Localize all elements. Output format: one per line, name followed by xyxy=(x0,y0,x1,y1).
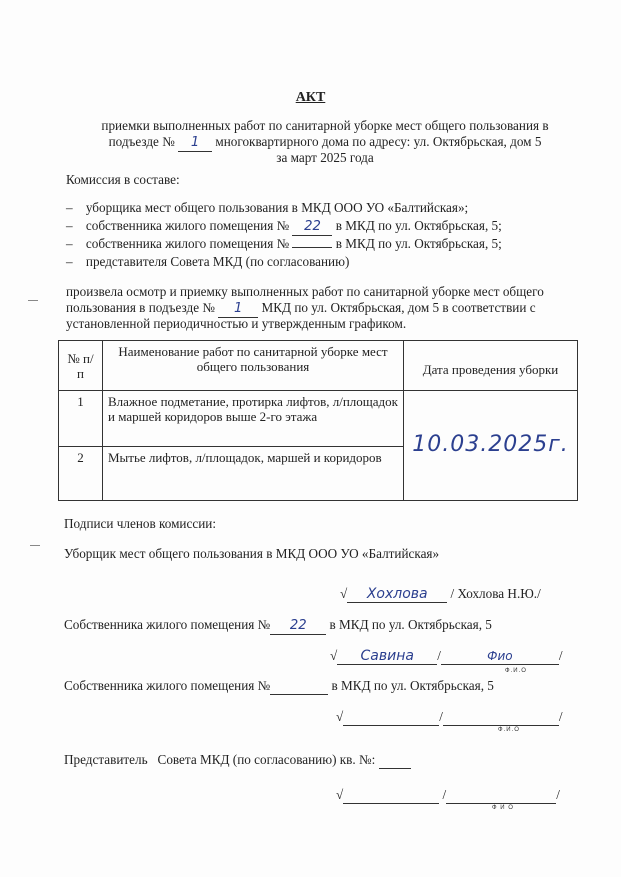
member-text: уборщика мест общего пользования в МКД ООО УО «Балтийская»; xyxy=(85,200,469,215)
owner2-prefix: Собственника жилого помещения № xyxy=(64,678,271,693)
cleaner-signature-line xyxy=(340,586,541,603)
rep-apartment-blank xyxy=(379,752,411,769)
representative-label: Представитель Совета МКД (по согласованию) кв. №: xyxy=(64,752,376,767)
fio-caption: Ф.И.О xyxy=(498,727,520,733)
owner1-apartment-handwritten: 22 xyxy=(270,618,326,635)
dash: – xyxy=(66,236,73,251)
date-cell xyxy=(404,391,578,501)
slash: / xyxy=(437,648,441,663)
date-handwritten: 10.03.2025г. xyxy=(412,432,569,457)
cleaner-label: Уборщик мест общего пользования в МКД ООО УО «Балтийская» xyxy=(64,546,440,561)
owner2-apartment-blank xyxy=(270,678,328,695)
scan-mark xyxy=(30,545,40,546)
inspection-line-1: произвела осмотр и приемку выполненных работ по санитарной уборке мест общего xyxy=(66,284,544,299)
works-table xyxy=(58,340,578,501)
owner2-signature-blank xyxy=(343,709,439,726)
dash: – xyxy=(66,218,73,233)
owner1-line xyxy=(64,617,492,635)
subtitle-prefix: подъезде № xyxy=(108,134,175,149)
member-item xyxy=(66,200,468,216)
subtitle-line-1: приемки выполненных работ по санитарной уборке мест общего пользования в xyxy=(101,118,549,133)
check-mark: √ xyxy=(336,787,344,802)
slash: / xyxy=(558,709,563,724)
inspection-prefix: пользования в подъезде № xyxy=(66,300,215,315)
scan-mark xyxy=(28,300,38,301)
dash: – xyxy=(66,200,73,215)
apartment-number-handwritten: 22 xyxy=(292,219,332,236)
owner2-signature-line xyxy=(336,709,563,726)
fio-caption: Ф И О xyxy=(492,805,514,811)
inspection-suffix: МКД по ул. Октябрьская, дом 5 в соответствии с xyxy=(261,300,536,315)
check-mark: √ xyxy=(340,586,348,601)
signatures-header: Подписи членов комиссии: xyxy=(64,516,216,531)
row-num: 1 xyxy=(59,391,103,447)
header-name: Наименование работ по санитарной уборке мест общего пользования xyxy=(103,341,404,391)
owner2-fio-blank xyxy=(443,709,559,726)
document-title: АКТ xyxy=(295,90,326,105)
rep-signature-line xyxy=(336,787,560,804)
slash: / xyxy=(442,787,447,802)
rep-signature-blank xyxy=(343,787,439,804)
rep-fio-blank xyxy=(446,787,556,804)
owner1-signature-line xyxy=(330,648,563,665)
member-item xyxy=(66,236,502,252)
header-date: Дата проведения уборки xyxy=(404,341,578,391)
row-name: Мытье лифтов, л/площадок, маршей и коридоров xyxy=(103,447,404,501)
member-text: собственника жилого помещения № xyxy=(85,236,290,251)
cleaner-fio: / Хохлова Н.Ю./ xyxy=(450,586,541,601)
table-row xyxy=(59,391,578,447)
member-text: в МКД по ул. Октябрьская, 5; xyxy=(335,236,502,251)
owner1-initials-handwritten: Фио xyxy=(441,648,559,665)
cleaner-signature: Хохлова xyxy=(347,586,447,603)
owner1-signature: Савина xyxy=(337,648,437,665)
owner1-prefix: Собственника жилого помещения № xyxy=(64,617,271,632)
representative-line xyxy=(64,752,411,769)
commission-header: Комиссия в составе: xyxy=(66,172,180,187)
member-item xyxy=(66,254,349,270)
fio-caption: Ф.И.О xyxy=(505,668,527,674)
check-mark: √ xyxy=(330,648,338,663)
dash: – xyxy=(66,254,73,269)
header-num: № п/п xyxy=(59,341,103,391)
entrance-number-handwritten: 1 xyxy=(178,135,212,152)
subtitle-suffix: многоквартирного дома по адресу: ул. Октябрьская, дом 5 xyxy=(215,134,542,149)
member-item xyxy=(66,218,502,236)
row-name: Влажное подметание, протирка лифтов, л/площадок и маршей коридоров выше 2-го этажа xyxy=(103,391,404,447)
member-text: собственника жилого помещения № xyxy=(85,218,290,233)
inspection-line-3: установленной периодичностью и утвержденным графиком. xyxy=(66,316,407,331)
inspection-entrance-handwritten: 1 xyxy=(218,301,258,318)
slash: / xyxy=(439,709,443,724)
slash: / xyxy=(556,787,560,802)
owner2-line xyxy=(64,678,494,695)
member-text: в МКД по ул. Октябрьская, 5; xyxy=(335,218,502,233)
row-num: 2 xyxy=(59,447,103,501)
apartment-number-blank xyxy=(292,247,332,248)
owner2-suffix: в МКД по ул. Октябрьская, 5 xyxy=(331,678,494,693)
slash: / xyxy=(558,648,563,663)
subtitle-line-3: за март 2025 года xyxy=(276,150,374,165)
owner1-suffix: в МКД по ул. Октябрьская, 5 xyxy=(329,617,492,632)
member-text: представителя Совета МКД (по согласованию) xyxy=(85,254,350,269)
check-mark: √ xyxy=(336,709,344,724)
table-header-row xyxy=(59,341,578,391)
